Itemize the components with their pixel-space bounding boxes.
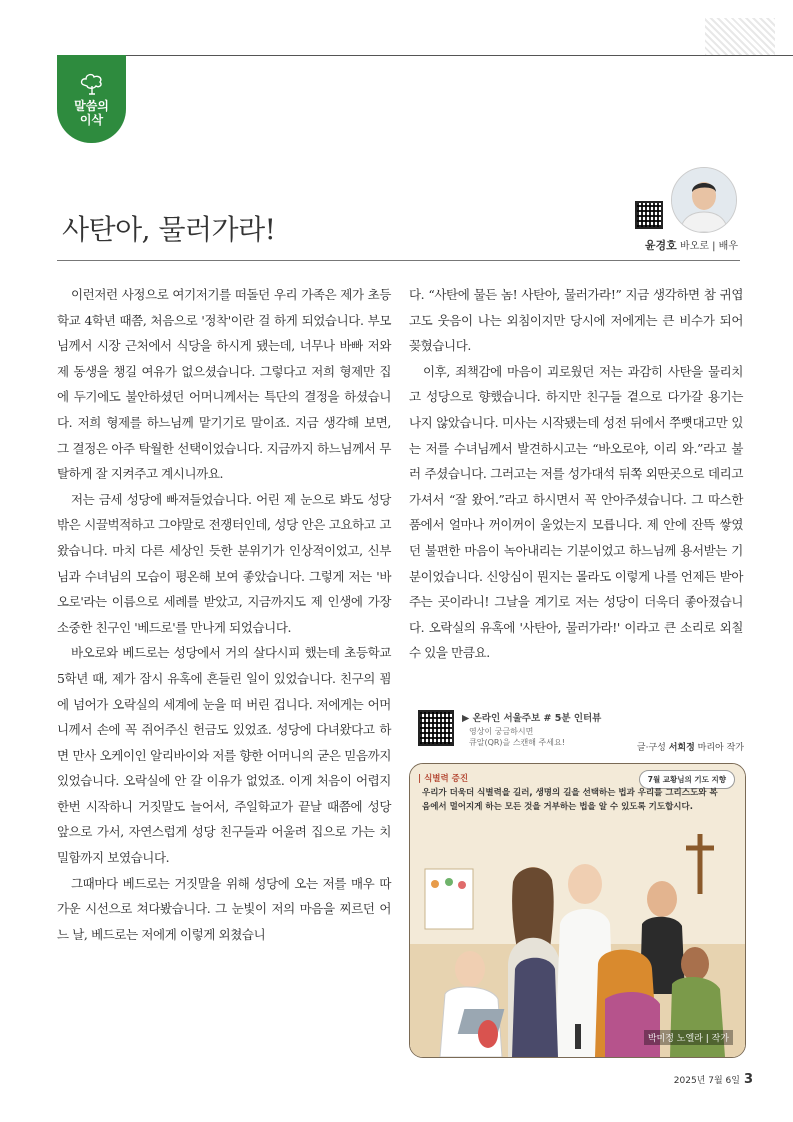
promo-heading: ▶ 온라인 서울주보 # 5분 인터뷰 [462, 713, 602, 724]
author-byline [645, 237, 738, 253]
paragraph: 다. “사탄에 물든 놈! 사탄아, 물러가라!” 지금 생각하면 참 귀엽고도 웃음이 나는 외침이지만 당시에 저에게는 큰 비수가 되어 꽂혔습니다. [409, 287, 743, 354]
top-divider [126, 55, 793, 56]
prayer-illustration [409, 763, 746, 1058]
author-role: 바오로 | 배우 [676, 241, 738, 252]
artist-credit: 박미정 노엘라 | 작가 [644, 1030, 733, 1045]
left-column [57, 282, 391, 947]
prayer-text: 우리가 더욱더 식별력을 길러, 생명의 길을 선택하는 법과 우리를 그리스도와 복음에서 멀어지게 하는 모든 것을 거부하는 법을 알 수 있도록 기도합시다. [422, 788, 718, 812]
paragraph: 그때마다 베드로는 거짓말을 위해 성당에 오는 저를 매우 따가운 시선으로 쳐다봤습니다. 그 눈빛이 저의 마음을 찌르던 어느 날, 베드로는 저에게 이렇게 외쳤습니 [57, 875, 391, 942]
credit-prefix: 글·구성 [636, 743, 669, 753]
content-divider [57, 260, 740, 261]
video-qr-icon[interactable] [418, 710, 454, 746]
section-badge [57, 55, 126, 143]
right-column [409, 282, 743, 666]
paragraph: 바오로와 베드로는 성당에서 거의 살다시피 했는데 초등학교 5학년 때, 제가 잠시 유혹에 흔들린 일이 있었습니다. 친구의 꾐에 넘어가 오락실의 세계에 눈을 떠 버린 겁니다. 저에게는 어머니께서 손에 꼭 쥐어주신 헌금도 있었죠. 성당에 다녀왔다고 하면 만사 오케이인 알리바이와 저를 향한 어머니의 굳은 믿음까지 있었습니다. 오락실에 안 갈 이유가 없었죠. 이게 처음이 어렵지 한번 시작하니 거짓말도 늘어서, 주일학교가 끝날 때쯤에 성당 앞으로 가서, 자연스럽게 성당 친구들과 어울려 집으로 가는 치밀함까지 보였습니다. [57, 645, 391, 866]
author-avatar [671, 167, 737, 233]
person-photo-icon [672, 168, 736, 232]
issue-date: 2025년 7월 6일 [673, 1076, 740, 1086]
credit-suffix: 마리아 작가 [694, 743, 744, 753]
author-qr-icon [635, 201, 663, 229]
article-title: 사탄아, 물러가라! [62, 213, 276, 246]
intent-badge: 7월 교황님의 기도 지향 [639, 770, 735, 789]
section-label-1: 말씀의 [74, 99, 109, 113]
corner-pattern [705, 18, 775, 56]
page-number: 3 [743, 1072, 753, 1087]
paragraph: 이런저런 사정으로 여기저기를 떠돌던 우리 가족은 제가 초등학교 4학년 때쯤, 처음으로 '정착'이란 걸 하게 되었습니다. 부모님께서 시장 근처에서 식당을 하시게 됐는데, 너무나 바빠 저와 제 동생을 챙길 여유가 없으셨습니다. 그렇다고 저희 형제만 집에 두기에도 불안하셨던 어머니께서는 특단의 결정을 하셨습니다. 저희 형제를 하느님께 맡기기로 말이죠. 지금 생각해 보면, 그 결정은 아주 탁월한 선택이었습니다. 지금까지 하느님께서 무탈하게 잘 지켜주고 계시니까요. [57, 287, 391, 482]
tree-icon [79, 73, 105, 95]
page-footer [674, 1072, 753, 1087]
promo-line-2: 큐알(QR)을 스캔해 주세요! [469, 738, 565, 747]
author-name: 윤경호 [644, 239, 677, 252]
section-label-2: 이삭 [79, 113, 104, 127]
promo-line-1: 영상이 궁금하시면 [469, 727, 534, 736]
paragraph: 이후, 죄책감에 마음이 괴로웠던 저는 과감히 사탄을 물리치고 성당으로 향했습니다. 하지만 친구들 곁으로 다가갈 용기는 나지 않았습니다. 미사는 시작됐는데 성전 뒤에서 쭈뼛대고만 있는 저를 수녀님께서 발견하시고는 “바오로야, 이리 와.”라고 불러 주셨습니다. 그러고는 저를 성가대석 뒤쪽 외딴곳으로 데리고 가셔서 “잘 왔어.”라고 하시면서 꼭 안아주셨습니다. 그 따스한 품에서 얼마나 꺼이꺼이 울었는지 모릅니다. 제 안에 잔뜩 쌓였던 불편한 마음이 녹아내리는 기분이었고 하느님께 용서받는 기분이었습니다. 신앙심이 뭔지는 몰라도 이렇게 나를 언제든 받아주는 곳이라니! 그날을 계기로 저는 성당이 더욱더 좋아졌습니다. 오락실의 유혹에 '사탄아, 물러가라!' 이라고 큰 소리로 외칠 수 있을 만큼요. [409, 363, 743, 661]
illustration-tag: | 식별력 증진 [418, 774, 469, 784]
writer-credit [637, 740, 744, 753]
paragraph: 저는 금세 성당에 빠져들었습니다. 어린 제 눈으로 봐도 성당 밖은 시끌벅적하고 그야말로 전쟁터인데, 성당 안은 고요하고 고왔습니다. 마치 다른 세상인 듯한 분위기가 인상적이었고, 신부님과 수녀님의 모습이 평온해 보여 좋았습니다. 그렇게 저는 '바오로'라는 이름으로 세례를 받았고, 지금까지도 제 인생에 가장 소중한 친구인 '베드로'를 만나게 되었습니다. [57, 491, 391, 635]
credit-name: 서희정 [668, 743, 695, 753]
